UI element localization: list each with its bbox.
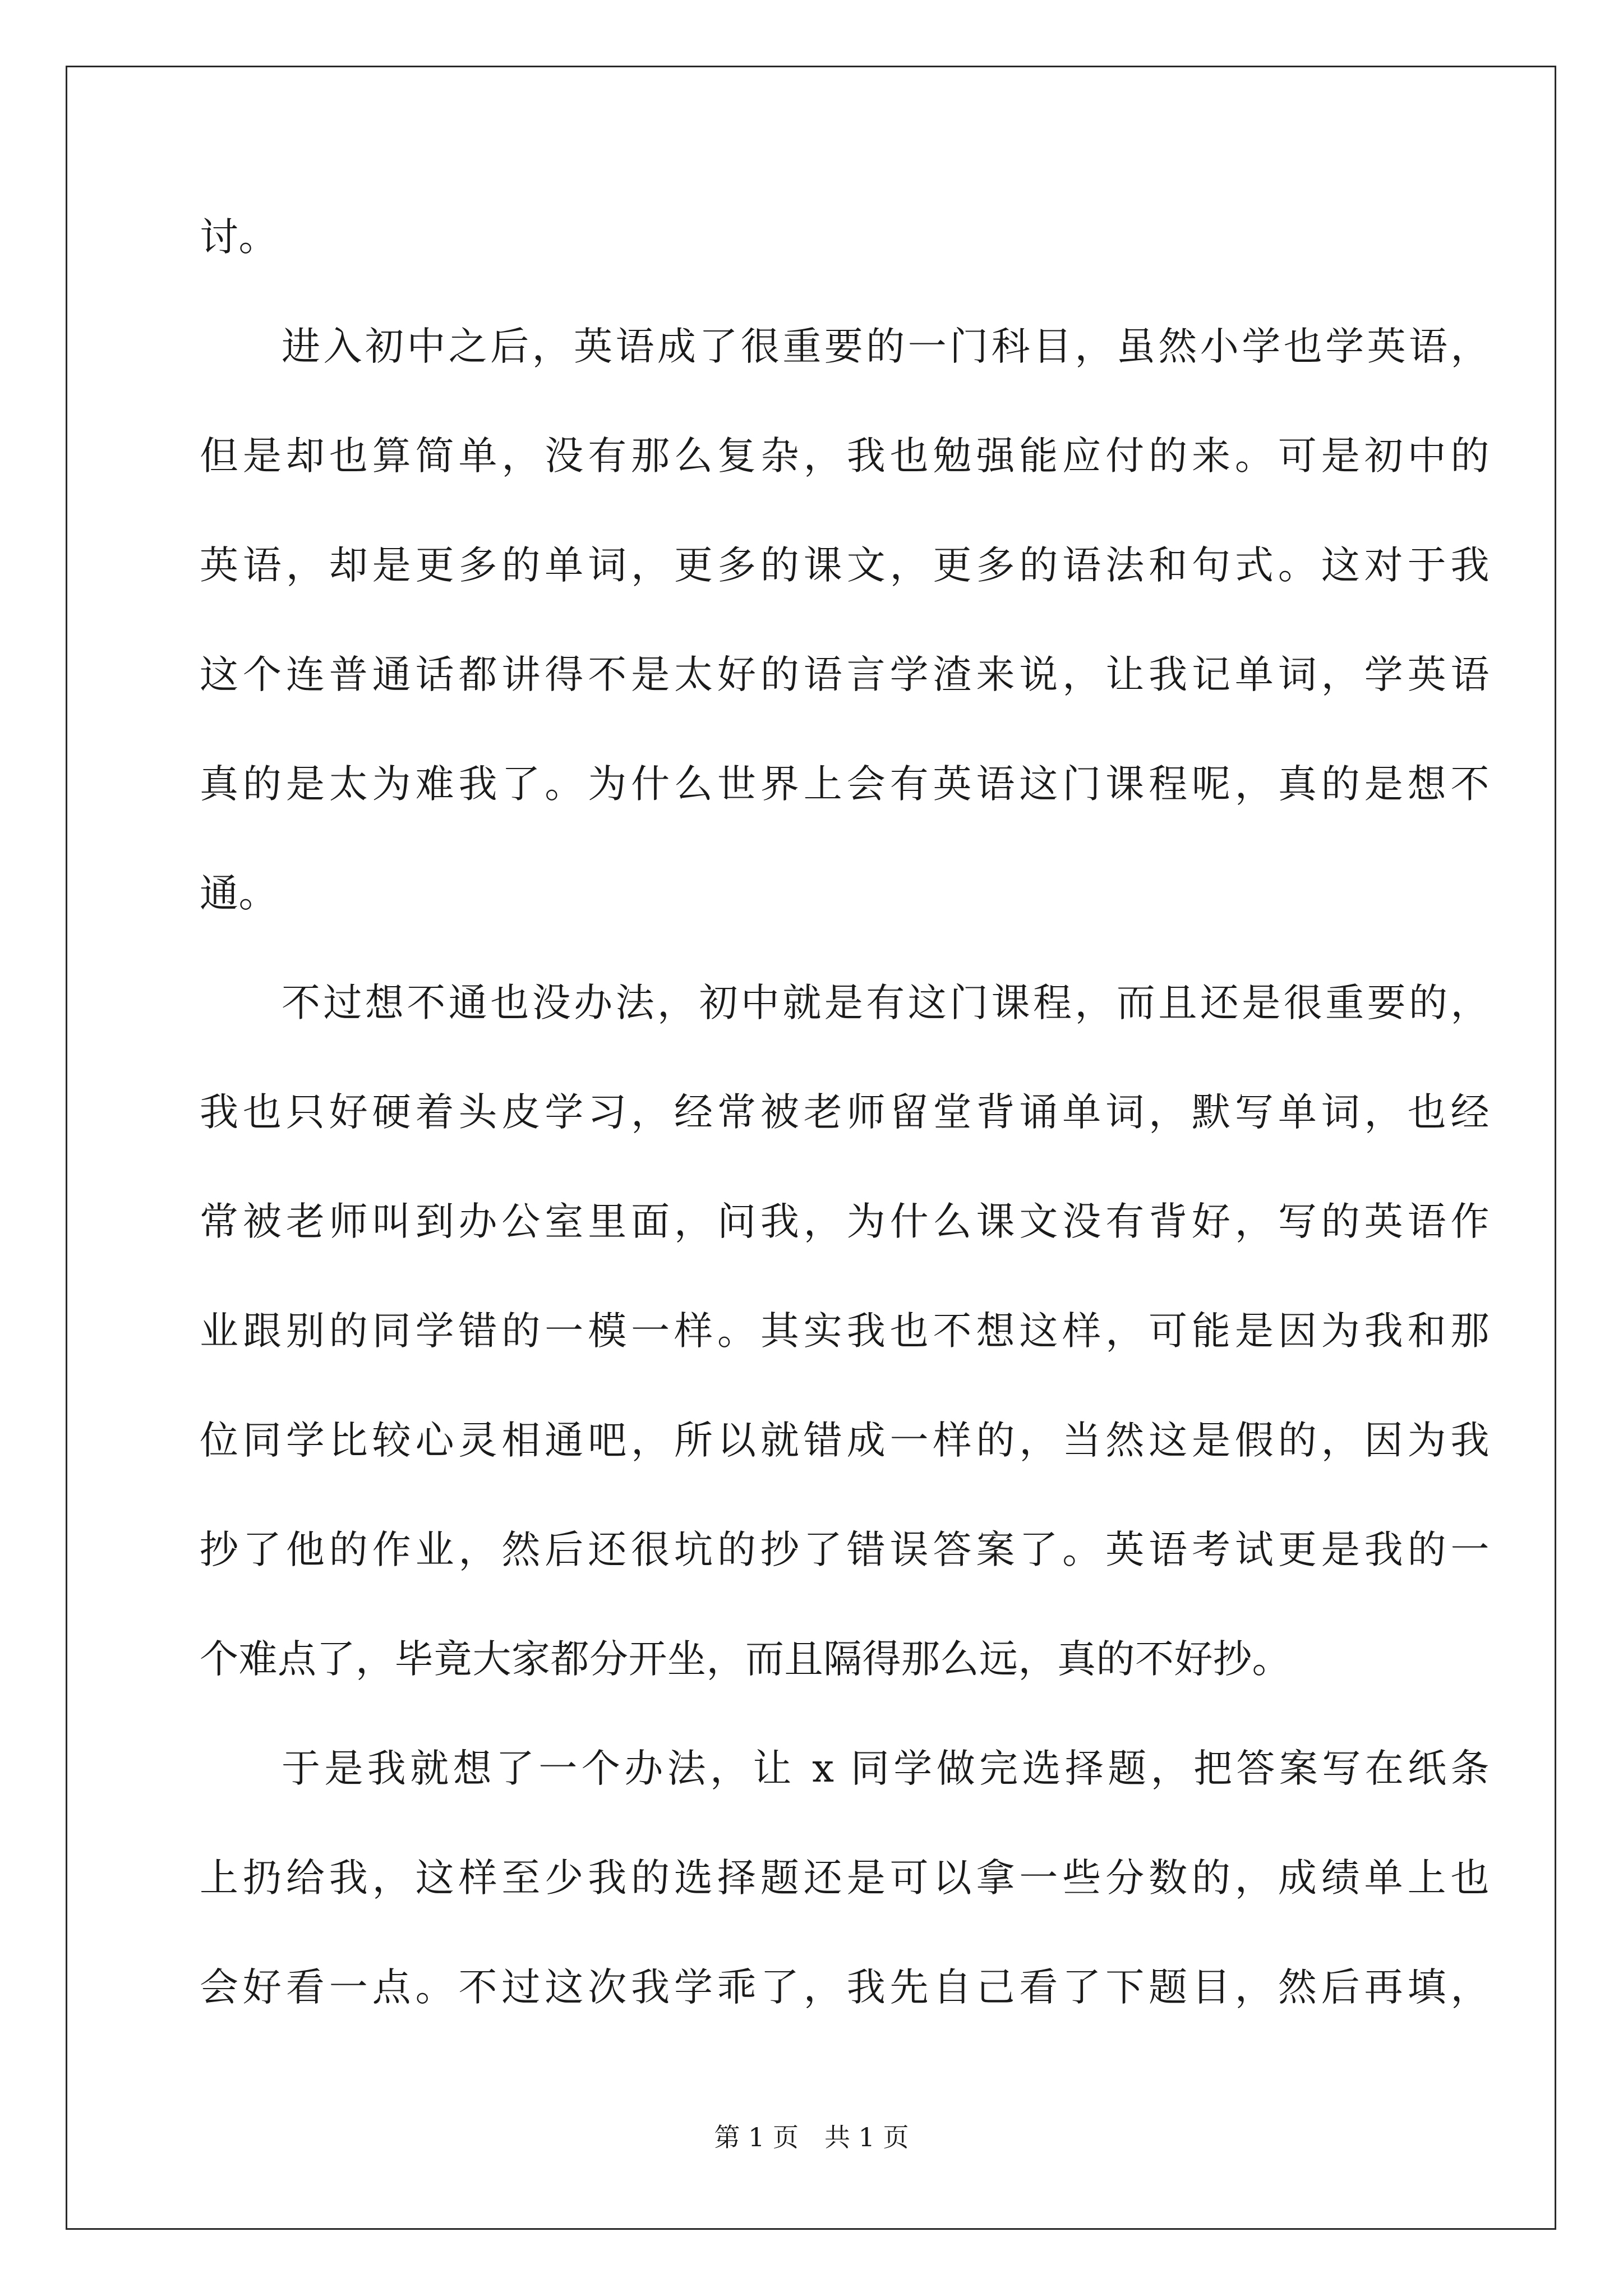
page-footer: 第 1 页 共 1 页 xyxy=(714,2122,909,2152)
text-line: 这个连普通话都讲得不是太好的语言学渣来说，让我记单词，学英语 xyxy=(200,652,1490,697)
text-line: 我也只好硬着头皮学习，经常被老师留堂背诵单词，默写单词，也经 xyxy=(200,1090,1490,1135)
text-line: 会好看一点。不过这次我学乖了，我先自己看了下题目，然后再填， xyxy=(200,1965,1490,2010)
paragraph-first-line: 进入初中之后，英语成了很重要的一门科目，虽然小学也学英语， xyxy=(282,324,1490,369)
text-line: 位同学比较心灵相通吧，所以就错成一样的，当然这是假的，因为我 xyxy=(200,1418,1490,1463)
text-line: 抄了他的作业，然后还很坑的抄了错误答案了。英语考试更是我的一 xyxy=(200,1527,1490,1572)
text-line: 上扔给我，这样至少我的选择题还是可以拿一些分数的，成绩单上也 xyxy=(200,1856,1490,1901)
paragraph-first-line: 于是我就想了一个办法，让 x 同学做完选择题，把答案写在纸条 xyxy=(282,1746,1490,1791)
text-line: 业跟别的同学错的一模一样。其实我也不想这样，可能是因为我和那 xyxy=(200,1309,1490,1354)
text-line: 英语，却是更多的单词，更多的课文，更多的语法和句式。这对于我 xyxy=(200,543,1490,588)
text-line: 通。 xyxy=(200,871,278,916)
paragraph-first-line: 不过想不通也没办法，初中就是有这门课程，而且还是很重要的， xyxy=(282,981,1490,1025)
text-line: 讨。 xyxy=(200,215,278,260)
text-line: 个难点了，毕竟大家都分开坐，而且隔得那么远，真的不好抄。 xyxy=(200,1637,1291,1682)
text-line: 常被老师叫到办公室里面，问我，为什么课文没有背好，写的英语作 xyxy=(200,1199,1490,1244)
text-line: 真的是太为难我了。为什么世界上会有英语这门课程呢，真的是想不 xyxy=(200,762,1490,807)
text-line: 但是却也算简单，没有那么复杂，我也勉强能应付的来。可是初中的 xyxy=(200,434,1490,478)
